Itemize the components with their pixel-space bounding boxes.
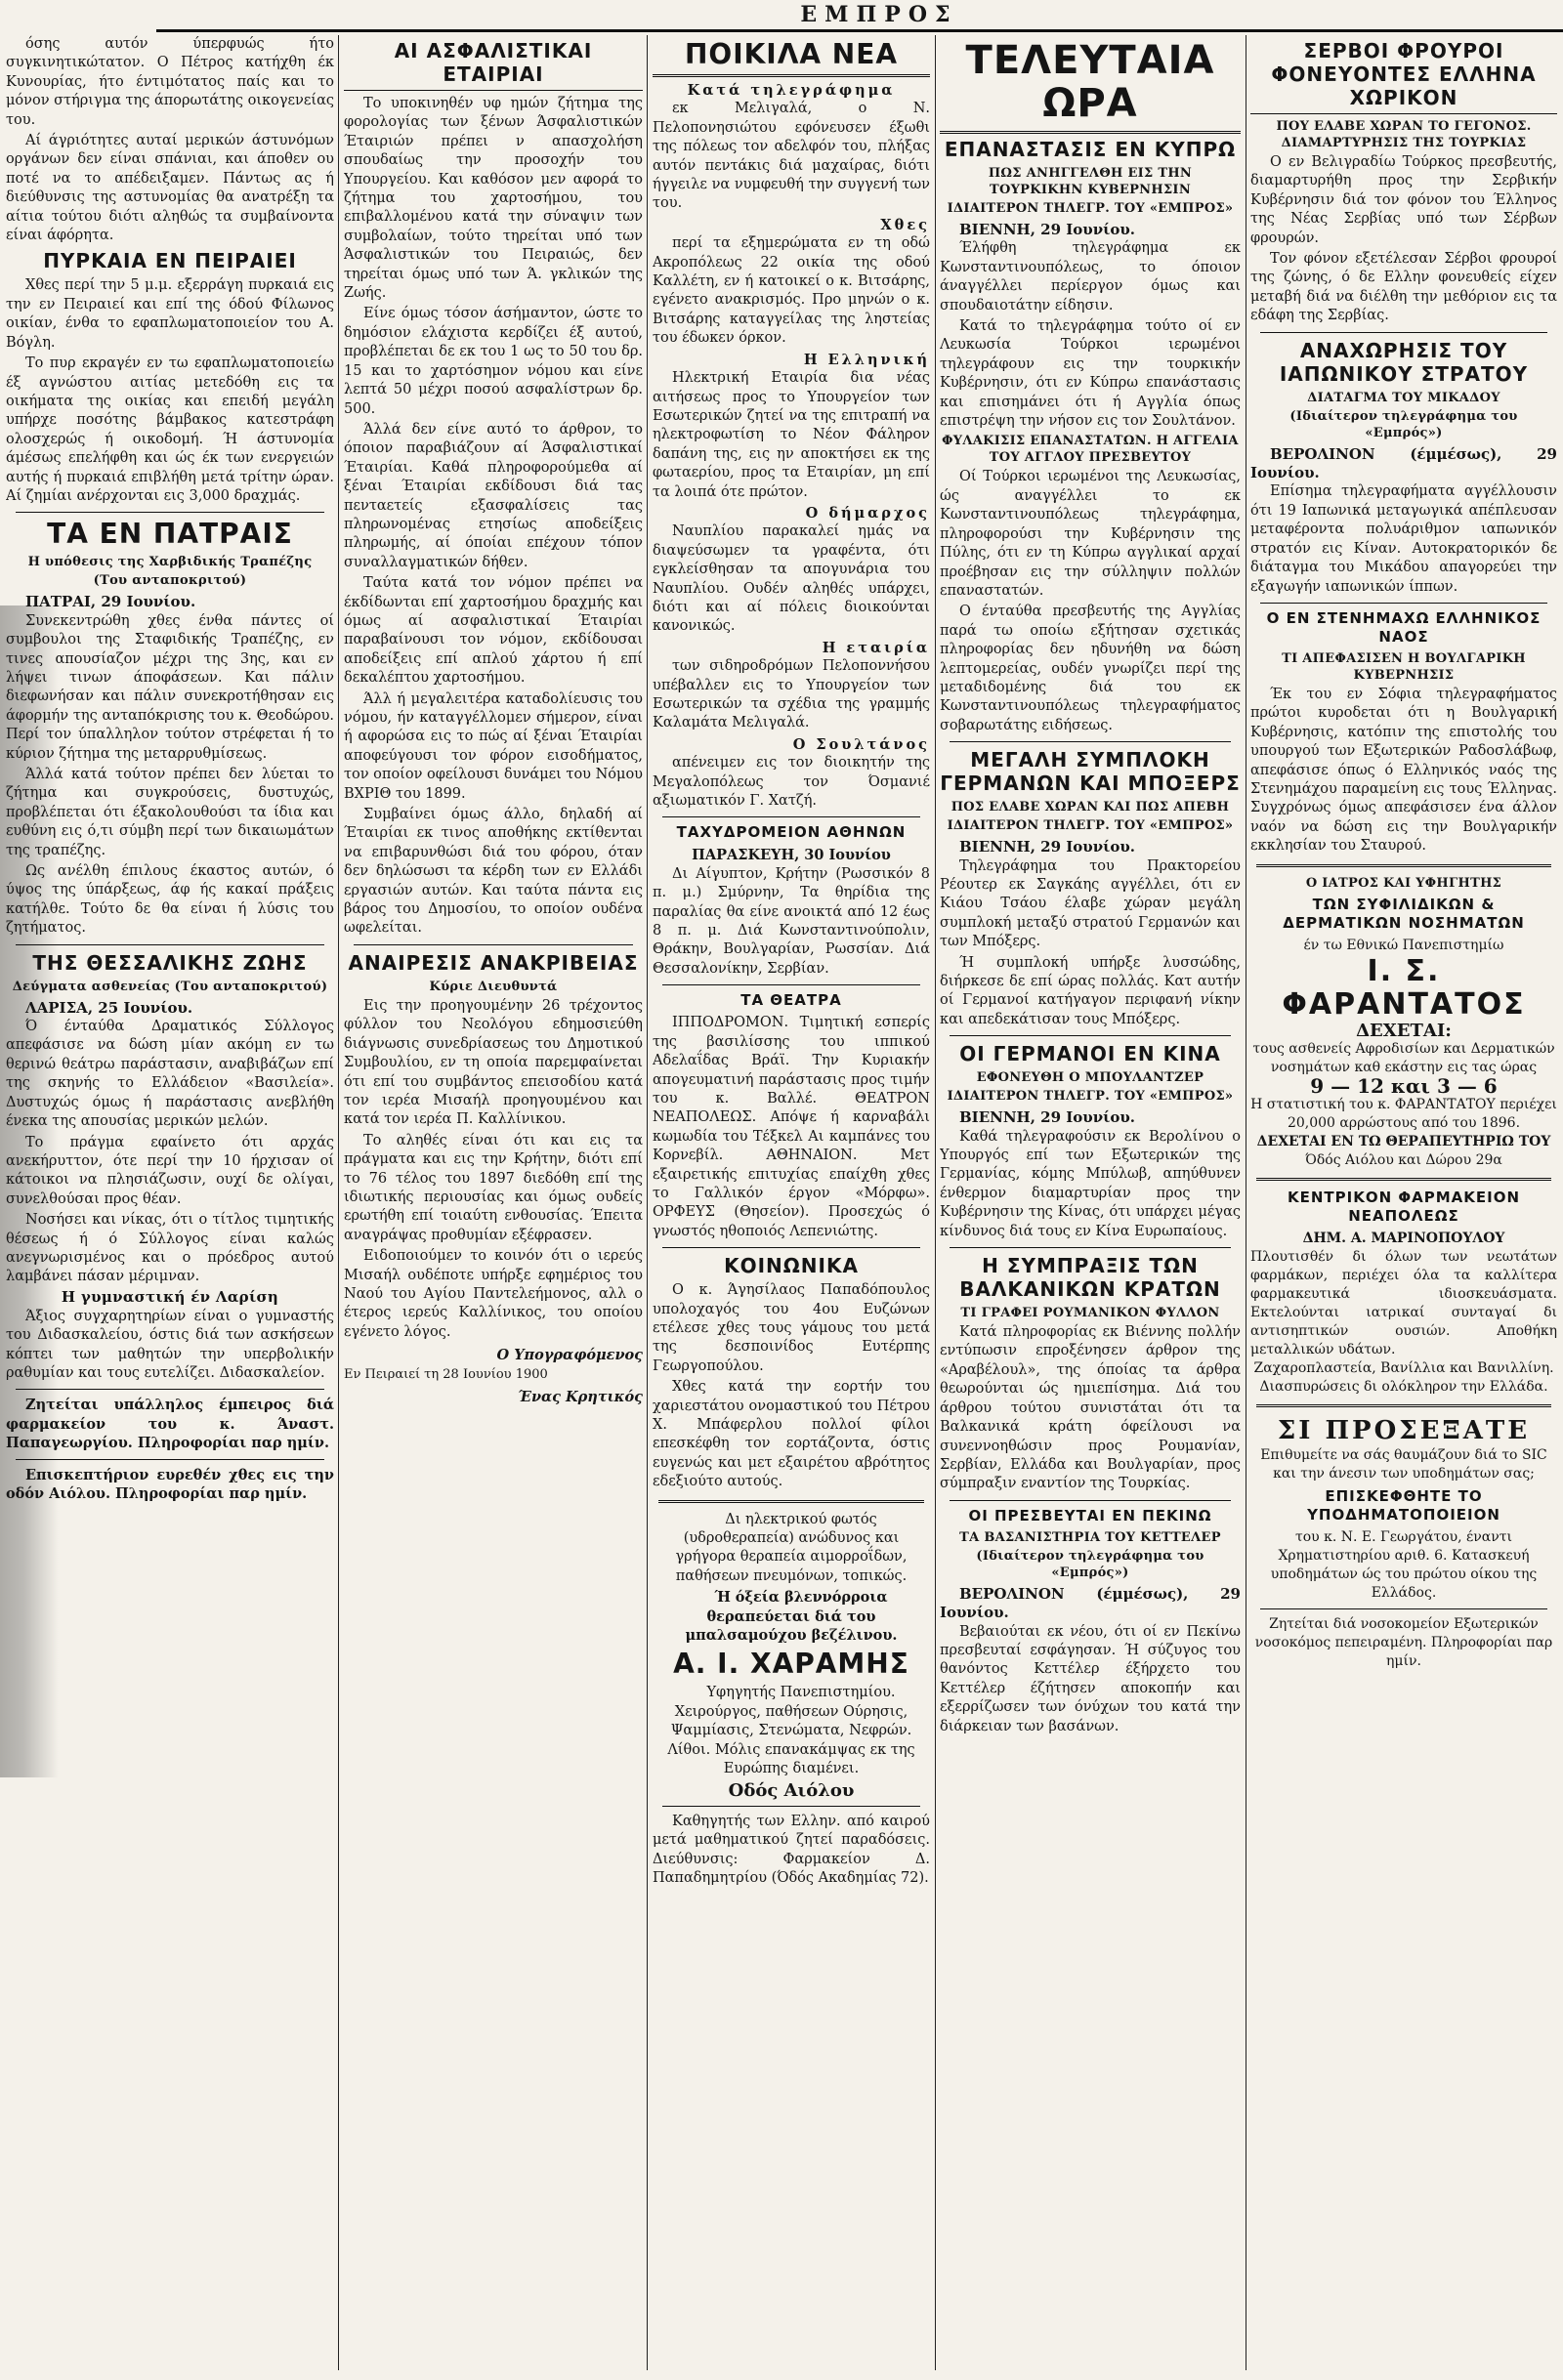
advert-attention: ΣΙ ΠΡΟΣΕΞΑΤΕ bbox=[1277, 1415, 1531, 1445]
column-3 bbox=[653, 35, 930, 1891]
divider bbox=[354, 944, 633, 945]
advert-text: του κ. Ν. Ε. Γεωργάτου, έναντι Χρηματιστηρίου αριθ. 6. Κατασκευή υποδημάτων ώς του πρώτου οίκου της Ελλάδος. bbox=[1270, 1528, 1538, 1601]
divider bbox=[950, 1500, 1231, 1501]
subheadline: ΦΥΛΑΚΙΣΙΣ ΕΠΑΝΑΣΤΑΤΩΝ. Η ΑΓΓΕΛΙΑ ΤΟΥ ΑΓΓΛΟΥ ΠΡΕΣΒΕΥΤΟΥ bbox=[942, 434, 1239, 466]
dateline: ΒΙΕΝΝΗ, 29 Ιουνίου. bbox=[959, 838, 1135, 856]
column-5 bbox=[1250, 35, 1557, 1671]
divider bbox=[1260, 603, 1547, 604]
advert-text: έν τω Εθνικώ Πανεπιστημίω bbox=[1303, 937, 1504, 953]
divider bbox=[1260, 332, 1547, 333]
article-text: Τον φόνον εξετέλεσαν Σέρβοι φρουροί της ζώνης, ό δε Ελλην φονευθείς είχεν μεταβή διά να διέλθη την μεθόριον εις τα εδάφη της Σερβίας. bbox=[1250, 251, 1557, 324]
headline-japanese-army: ΑΝΑΧΩΡΗΣΙΣ ΤΟΥ ΙΑΠΩΝΙΚΟΥ ΣΤΡΑΤΟΥ bbox=[1279, 338, 1529, 386]
subheadline: (Ιδιαίτερον τηλεγράφημα του «Εμπρός») bbox=[1289, 408, 1518, 440]
article-text: Το πράγμα εφαίνετο ότι αρχάς ανεκήρυττον, ότε περί την 10 ήρχισαν οί κάτοικοι να πλησιάζωσιν, ουχί δε ολίγαι, συνελθούσαι προς θέαν. bbox=[6, 1134, 334, 1207]
byline: (Του ανταποκριτού) bbox=[93, 573, 247, 589]
column-divider bbox=[647, 35, 648, 2370]
article-text: Επίσημα τηλεγραφήματα αγγέλλουσιν ότι 19 Ιαπωνικά μεταγωγικά απέπλευσαν μεταφέροντα πολυάριθμον ιαπωνικόν στρατόν εις Κίναν. Αυτοκρατορικόν δε διάταγμα του Μικάδου απαγορεύει την εξαγωγήν ιαπωνικών ίππων. bbox=[1250, 483, 1557, 595]
advert-text: Καθηγητής των Ελλην. από καιρού μετά μαθηματικού ζητεί παραδόσεις. Διεύθυνσις: Φαρμακείον Δ. Παπαδημητρίου (Όδός Ακαδημίας 72). bbox=[653, 1813, 930, 1887]
divider bbox=[662, 1247, 920, 1248]
subheadline: ΙΔΙΑΙΤΕΡΟΝ ΤΗΛΕΓΡ. ΤΟΥ «ΕΜΠΡΟΣ» bbox=[947, 201, 1234, 216]
news-lead: Χθες bbox=[880, 216, 930, 233]
divider bbox=[1256, 1178, 1551, 1181]
divider bbox=[16, 1459, 324, 1460]
headline-post-office: ΤΑΧΥΔΡΟΜΕΙΟΝ ΑΘΗΝΩΝ bbox=[676, 823, 907, 842]
article-text: των σιδηροδρόμων Πελοποννήσου υπέβαλλεν εις το Υπουργείον των Εσωτερικών τα σχέδια της γραμμής Καλαμάτα Μελιγαλά. bbox=[653, 658, 930, 731]
news-lead: Η Ελληνική bbox=[803, 351, 930, 368]
divider bbox=[16, 512, 324, 513]
article-text: περί τα εξημερώματα εν τη οδώ Ακροπόλεως 22 οικία της οδού Καλλέτη, εν ή κατοικεί ο κ. Βιτσάρης, εγένετο ανακρισμός. Προ μηνών ο κ. Βιτσάρης καταγγείλας της ληστείας του έδωκεν όρκον. bbox=[653, 235, 930, 347]
advert-owner: ΔΗΜ. Α. ΜΑΡΙΝΟΠΟΥΛΟΥ bbox=[1302, 1230, 1505, 1246]
subheadline: ΤΑ ΒΑΣΑΝΙΣΤΗΡΙΑ ΤΟΥ ΚΕΤΤΕΛΕΡ bbox=[959, 1529, 1221, 1545]
headline-balkan-states: Η ΣΥΜΠΡΑΞΙΣ ΤΩΝ ΒΑΛΚΑΝΙΚΩΝ ΚΡΑΤΩΝ bbox=[959, 1254, 1221, 1302]
classified-ad: Ζητείται διά νοσοκομείον Εξωτερικών νοσοκόμος πεπειραμένη. Πληροφορίαι παρ ημίν. bbox=[1254, 1615, 1553, 1669]
subheadline: ΠΩΣ ΑΝΗΓΓΕΛΘΗ ΕΙΣ ΤΗΝ ΤΟΥΡΚΙΚΗΝ ΚΥΒΕΡΝΗΣΙΝ bbox=[988, 166, 1193, 197]
dateline: ΛΑΡΙΣΑ, 25 Ιουνίου. bbox=[25, 998, 193, 1017]
article-text: Έλήφθη τηλεγράφημα εκ Κωνσταντινουπόλεως, το όποιον άναγγέλλει περίεργον όμως και σπουδαιοτάτην είδησιν. bbox=[940, 240, 1241, 313]
subheadline: ΠΟΥ ΕΛΑΒΕ ΧΩΡΑΝ ΤΟ ΓΕΓΟΝΟΣ. ΔΙΑΜΑΡΤΥΡΗΣΙΣ ΤΗΣ ΤΟΥΡΚΙΑΣ bbox=[1276, 119, 1532, 150]
column-divider bbox=[338, 35, 339, 2370]
article-text: Το πυρ εκραγέν εν τω εφαπλωματοποιείω έξ αγνώστου αιτίας μετεδόθη εις τα οικήματα της οικίας και επειδή μεγάλη υπήρχε ποσότης βάμβακος κατεστράφη ολοσχερώς ή οικοδομή. Ή άστυνομία άμέσως επελήφθη και ώς έκ των ενεργειών αυτής ή πυρκαιά επιβλήθη μετά τρίτην ώραν. Αί ζημίαι ανέρχονται εις 3,000 δραχμάς. bbox=[6, 355, 334, 504]
headline-thessaly: ΤΗΣ ΘΕΣΣΑΛΙΚΗΣ ΖΩΗΣ bbox=[32, 950, 308, 975]
advert-heading: ΔΕΧΕΤΑΙ: bbox=[1356, 1020, 1452, 1041]
headline-patras: ΤΑ ΕΝ ΠΑΤΡΑΙΣ bbox=[47, 518, 293, 551]
article-text: Άλλά κατά τούτον πρέπει δεν λύεται το ζήτημα και συγκρούσεις, δυστυχώς, προβλέπεται ότι έξακολουθούσι τα ίδια και ευθύνη εις ό,τι σύμβη περί των δικαιωμάτων της τραπέζης. bbox=[6, 767, 334, 858]
article-text: Συμβαίνει όμως άλλο, δηλαδή αί Έταιρίαι εκ τινος αποθήκης εκτίθενται να επιβαρυνθώσι διά του φόρου, όταν δεν δηλώσωσι τα κέρδη των εν Ελλάδι εργασιών αυτών. Και ταύτα πάντα εις βάρος του Δημοσίου, το οποίον ουδένα ωφελείται. bbox=[344, 807, 643, 937]
advert-text: Ή όξεία βλεννόρροια θεραπεύεται διά του μπαλσαμούχου βεζέλινου. bbox=[685, 1589, 898, 1645]
news-lead: Κατά τηλεγράφημα bbox=[687, 82, 896, 99]
article-text: Εις την προηγουμένην 26 τρέχοντος φύλλον του Νεολόγου εδημοσιεύθη διάγνωσις συνεδρίασεως του Δημοτικού Συμβουλίου, εν τη οποία παρεμφαίνεται ότι επί του συμβάντος επεισοδίου κατά τον ιερέα Μισαήλ προηγουμένου και κατά τον ιερέα Π. Καλλίνικου. bbox=[344, 997, 643, 1128]
classified-ad: Επισκεπτήριον ευρεθέν χθες εις την οδόν Αιόλου. Πληροφορίαι παρ ημίν. bbox=[6, 1466, 334, 1502]
headline-correction: ΑΝΑΙΡΕΣΙΣ ΑΝΑΚΡΙΒΕΙΑΣ bbox=[348, 950, 639, 975]
column-divider bbox=[935, 35, 936, 2370]
article-text: Βεβαιούται εκ νέου, ότι οί εν Πεκίνω πρεσβευταί εσφάγησαν. Ή σύζυγος του θανόντος Κεττέλερ έξήρχετο του Κεττέλερ έζήτησεν αποκοπήν και εξερρίζωσεν των όνύχων του κατά την διάρκειαν των βασάνων. bbox=[940, 1623, 1241, 1734]
dateline: ΒΙΕΝΝΗ, 29 Ιουνίου. bbox=[959, 221, 1135, 238]
advert-doctor-name: Α. Ι. ΧΑΡΑΜΗΣ bbox=[673, 1648, 909, 1681]
advert-text: Επιθυμείτε να σάς θαυμάζουν διά το SIC και την άνεσιν των υποδημάτων σας; bbox=[1260, 1446, 1547, 1482]
article-text: Ειδοποιούμεν το κοινόν ότι ο ιερεύς Μισαήλ ουδέποτε υπήρξε εφημέριος του Ναού του Αγίου Παντελεήμονος, αλλ ο έτερος ιερεύς Καλλίνικος, του οποίου εγένετο λόγος. bbox=[344, 1248, 643, 1340]
divider bbox=[1260, 1608, 1547, 1609]
divider bbox=[16, 944, 324, 945]
article-text: Χθες κατά την εορτήν του χαριεστάτου ονομαστικού του Πέτρου Χ. Μπάφερλου πολλοί φίλοι επεσκέφθη τον εορτάζοντα, όστις ευγενώς και μετ εξαιρέτου αβρότητος εδεξιούτο αυτούς. bbox=[653, 1379, 930, 1490]
advert-heading: ΤΩΝ ΣΥΦΙΛΙΔΙΚΩΝ & ΔΕΡΜΑΤΙΚΩΝ ΝΟΣΗΜΑΤΩΝ bbox=[1283, 895, 1525, 932]
headline-misc-news: ΠΟΙΚΙΛΑ ΝΕΑ bbox=[653, 39, 930, 77]
divider bbox=[1256, 864, 1551, 867]
divider bbox=[658, 1500, 924, 1503]
headline-insurance: ΑΙ ΑΣΦΑΛΙΣΤΙΚΑΙ ΕΤΑΙΡΙΑΙ bbox=[344, 39, 643, 91]
article-text: Κατά πληροφορίας εκ Βιέννης πολλήν εντύπωσιν επροξένησεν άρθρον της «Αραβέλουλ», της όποίας τα άρθρα θεωρούνται ώς ημιεπίσημα. Διά του άρθρου τούτου συνιστάται ότι τα Βαλκανικά κράτη όφείλουσι να συνεννοηθώσιν προς Ρουμανίαν, Σερβίαν, Ελλάδα και Βουλγαρίαν, προς σύμπραξιν εναντίον της Τουρκίας. bbox=[940, 1324, 1241, 1492]
article-text: Ο κ. Άγησίλαος Παπαδόπουλος υπολοχαγός του 4ου Ευζώνων ετέλεσε χθες τους γάμους του μετά της δεσποινίδος Ευτέρπης Γεωργοπούλου. bbox=[653, 1282, 930, 1374]
signature: Ένας Κρητικός bbox=[518, 1389, 643, 1405]
subheadline: ΙΔΙΑΙΤΕΡΟΝ ΤΗΛΕΓΡ. ΤΟΥ «ΕΜΠΡΟΣ» bbox=[947, 818, 1234, 834]
subheadline: ΤΙ ΑΠΕΦΑΣΙΣΕΝ Η ΒΟΥΛΓΑΡΙΚΗ ΚΥΒΕΡΝΗΣΙΣ bbox=[1282, 650, 1526, 683]
news-lead: Ο δήμαρχος bbox=[805, 504, 930, 522]
article-text: ΙΠΠΟΔΡΟΜΟΝ. Τιμητική εσπερίς της βασιλίσσης του ιππικού Αδελαΐδας Βράϊ. Την Κυριακήν απογευματινή παράστασις προς τιμήν του κ. Βαλλέ. ΘΕΑΤΡΟΝ ΝΕΑΠΟΛΕΩΣ. Απόψε ή καρναβάλι κωμωδία του Τέξκελ Αι καμπάνες του Κορνεβίλ. ΑΘΗΝΑΙΟΝ. Μετ εξαιρετικής επιτυχίας επαίχθη χθες το Γαλλικόν έργον «Μόρφω». ΟΡΦΕΥΣ (Θησείον). Προσεχώς ό γνωστός ηθοποιός Λεπενιώτης. bbox=[653, 1015, 930, 1239]
article-text: Ο εν Βελιγραδίω Τούρκος πρεσβευτής, διαμαρτυρήθη προς την Σερβικήν Κυβέρνησιν διά τον φόνον του Έλληνος της Νέας Σερβίας υπό των Σέρβων φρουρών. bbox=[1250, 154, 1557, 246]
advert-heading: ΔΕΧΕΤΑΙ ΕΝ ΤΩ ΘΕΡΑΠΕΥΤΗΡΙΩ ΤΟΥ bbox=[1256, 1133, 1551, 1149]
subheadline: Δεύγματα ασθενείας (Του ανταποκριτού) bbox=[12, 979, 328, 994]
divider bbox=[16, 1389, 324, 1390]
subheadline: ΕΦΟΝΕΥΘΗ Ο ΜΠΟΥΛΑΝΤΖΕΡ bbox=[976, 1070, 1204, 1086]
article-text: Καθά τηλεγραφούσιν εκ Βερολίνου ο Υπουργός επί των Εξωτερικών της Γερμανίας, κόμης Μπύλωβ, απηύθυνεν ένθερμον διαμαρτυρίαν προς την Κυβέρνησιν της Κίνας, ότι υπάρχει μέγας κίνδυνος διά τους εν Κίνα Ευρωπαίους. bbox=[940, 1128, 1241, 1239]
article-text: Συνεκεντρώθη χθες ένθα πάντες οί συμβουλοι της Σταφιδικής Τραπέζης, εν τινες απουσίαζον μέχρι της 3ης, και εν λήψει τινων άποφάσεων. Και πάλιν διεφωνήσαν και πάλιν συνεκροτήθησαν εις άφορμήν της ανταπόκρισης του κ. Θεοδώρου. Περί τον ύπαλληλον τούτον στρέφεται ή το κύριον ζήτημα της μεταρρυθμίσεως. bbox=[6, 612, 334, 762]
column-1 bbox=[6, 35, 334, 1505]
headline-germans-boxers: ΜΕΓΑΛΗ ΣΥΜΠΛΟΚΗ ΓΕΡΜΑΝΩΝ ΚΑΙ ΜΠΟΞΕΡΣ bbox=[940, 748, 1241, 796]
dateline: ΠΑΤΡΑΙ, 29 Ιουνίου. bbox=[25, 593, 196, 611]
dateline: ΒΙΕΝΝΗ, 29 Ιουνίου. bbox=[959, 1108, 1135, 1127]
subheadline-gymnastics: Η γυμναστική έν Λαρίση bbox=[61, 1287, 279, 1306]
headline-ambassadors: ΟΙ ΠΡΕΣΒΕΥΤΑΙ ΕΝ ΠΕΚΙΝΩ bbox=[968, 1506, 1212, 1524]
article-text: Το αληθές είναι ότι και εις τα πράγματα και εις την Κρήτην, διότι επί το 76 τέλος του 1897 διεδόθη επί της ιδιωτικής περιουσίας και όμως ουδείς ερωτήθη επί τοιαύτη ενθουσίας. Έπειτα αναγράψας προθυμίαν εξέφρασεν. bbox=[344, 1132, 643, 1243]
classified-ad: Ζητείται υπάλληλος έμπειρος διά φαρμακείον του κ. Άναστ. Παπαγεωργίου. Πληροφορίαι παρ ημίν. bbox=[6, 1397, 334, 1452]
dateline: ΒΕΡΟΛΙΝΟΝ (έμμέσως), 29 Ιουνίου. bbox=[940, 1584, 1241, 1622]
article-text: Τηλεγράφημα του Πρακτορείου Ρέουτερ εκ Σαγκάης αγγέλλει, ότι εν Κιάου Τσάου έλαβε χώραν μεγάλη συμπλοκή μεταξύ στρατού Γερμανών και των Μπόξερς. bbox=[940, 857, 1241, 950]
advert-address: Όδός Αιόλου και Δώρου 29α bbox=[1305, 1151, 1502, 1168]
headline-stenimachos-church: Ο ΕΝ ΣΤΕΝΗΜΑΧΩ ΕΛΛΗΝΙΚΟΣ ΝΑΟΣ bbox=[1266, 608, 1542, 646]
headline-theatres: ΤΑ ΘΕΑΤΡΑ bbox=[740, 991, 842, 1010]
advert-text: Υφηγητής Πανεπιστημίου. Χειρούργος, παθήσεων Ούρησις, Ψαμμίασις, Στενώματα, Νεφρών. Λίθοι. Μόλις επανακάμψας εκ της Ευρώπης διαμένει. bbox=[667, 1685, 915, 1777]
article-text: Νοσήσει και νίκας, ότι ο τίτλος τιμητικής θέσεως ή ό Σύλλογος είναι καλώς ανεγνωρισμένος και ο πρόεδρος αυτού λαμβάνει πάσαν μέριμναν. bbox=[6, 1212, 334, 1285]
advert-pharmacy-name: ΚΕΝΤΡΙΚΟΝ ΦΑΡΜΑΚΕΙΟΝ ΝΕΑΠΟΛΕΩΣ bbox=[1287, 1188, 1521, 1225]
post-date: ΠΑΡΑΣΚΕΥΗ, 30 Ιουνίου bbox=[692, 847, 891, 864]
headline-last-hour: ΤΕΛΕΥΤΑΙΑ ΩΡΑ bbox=[940, 39, 1241, 134]
article-text: Κατά το τηλεγράφημα τούτο οί εν Λευκωσία Τούρκοι ιερωμένοι τηλεγράφουν εις την τουρκικήν Κυβέρνησιν, ότι εν Κύπρω επανάστασις και επισημάνει ότι ή Αγγλία όπως επιστρέψη την νήσον εις τον Σουλτάνον. bbox=[940, 318, 1241, 430]
divider bbox=[950, 1035, 1231, 1036]
article-text: Ή συμπλοκή υπήρξε λυσσώδης, διήρκεσε δε επί ώρας πολλάς. Κατ αυτήν οί Γερμανοί κατήγαγον περιφανή νίκην και απεδεκάτισαν τους Μπόξερς. bbox=[940, 954, 1241, 1027]
signature-label: Ο Υπογραφόμενος bbox=[496, 1347, 643, 1364]
advert-text: Ζαχαροπλαστεία, Βανίλλια και Βανιλλίνη. Διασπυρώσεις δι ολόκληρον την Ελλάδα. bbox=[1253, 1359, 1554, 1395]
letter-date: Εν Πειραιεί τη 28 Ιουνίου 1900 bbox=[344, 1366, 548, 1382]
divider bbox=[1256, 1404, 1551, 1407]
news-lead: Ο Σουλτάνος bbox=[792, 735, 930, 753]
article-text: Άλλά δεν είνε αυτό το άρθρον, το όποιον παραβιάζουν αί Άσφαλιστικαί Έταιρίαι. Καθά πληροφορούμεθα αί ξέναι Έταιρίαι εκδίδουσι διά τας πενταετείς εξασφαλίσεις τας πληρωνομένας ετησίως αποδείξεις πληρωμής, αί όποίαι επέχουν τόπον συναλλαγματικών δήθεν. bbox=[344, 421, 643, 570]
column-2 bbox=[344, 35, 643, 1406]
article-text: Χθες περί την 5 μ.μ. εξερράγη πυρκαιά εις την εν Πειραιεί και επί της όδού Φίλωνος οικίαν, ένθα το εφαπλωματοποιείον του Α. Βόγλη. bbox=[6, 277, 334, 351]
article-text: Δι Αίγυπτον, Κρήτην (Ρωσσικόν 8 π. μ.) Σμύρνην, Τα θηρίδια της παραλίας θα είνε ανοικτά από 12 έως 8 π. μ. Διά Κωνσταντινούπολιν, Θράκην, Βουλγαρίαν, Ρωσσίαν. Διά Θεσσαλονίκην, Σερβίαν. bbox=[653, 865, 930, 977]
advert-heading: Ο ΙΑΤΡΟΣ ΚΑΙ ΥΦΗΓΗΤΗΣ bbox=[1305, 875, 1502, 891]
masthead: ΕΜΠΡΟΣ bbox=[800, 2, 958, 27]
article-text: Έκ του εν Σόφια τηλεγραφήματος πρώτοι κυροδεται ότι η Βουλγαρική Κυβέρνησις, κατόπιν της επιστολής του υπουργού των Εξωτερικών Ραδοσλάβωφ, απεφάσισε όπως ό Ελληνικός ναός της Στενημάχου παραμείνη εις τους Έλληνας. Συγχρόνως όμως απεφάσισεν ένα άλλον ναόν να δώση εις την Βουλγαρικήν εκκλησίαν του Σταυρού. bbox=[1250, 686, 1557, 855]
divider bbox=[950, 1247, 1231, 1248]
divider bbox=[662, 984, 920, 985]
article-text: Άλλ ή μεγαλειτέρα καταδολίευσις του νόμου, ήν καταγγέλλομεν σήμερον, είναι ή αφορώσα εις το πώς αί ξέναι Έταιρίαι αποφεύγουσι τον φόρον εισοδήματος, τον οποίον οφείλουσι δυνάμει του Νόμου ΒΧΡΙΘ του 1899. bbox=[344, 690, 643, 802]
article-text: Άξιος συγχαρητηρίων είναι ο γυμναστής του Διδασκαλείου, όστις διά των ασκήσεων κόπτει των μαθητών την υπερβολικήν ραθυμίαν και τους ευτελίζει. Διδασκαλείον. bbox=[6, 1308, 334, 1381]
divider bbox=[662, 1806, 920, 1807]
article-text: Ταύτα κατά τον νόμον πρέπει να έκδίδωνται επί χαρτοσήμου δραχμής και όμως αί ασφαλιστικαί Έταιρίαι παραβαίνουσι τον νόμον, εκδίδουσαι αποδείξεις επί απλού χάρτου ή επί δεκαλέπτου χαρτοσήμου. bbox=[344, 575, 643, 687]
article-text: Ό ένταύθα Δραματικός Σύλλογος απεφάσισε να δώση μίαν ακόμη εν τω θερινώ θεάτρω παράστασιν, αναβιβάζων επί της σκηνής το Ελλάδειον «Βασιλεία». Δυστυχώς όμως ή παράστασις ανεβλήθη ένεκα της απουσίας μερικών μελών. bbox=[6, 1019, 334, 1130]
advert-address: Οδός Αιόλου bbox=[728, 1779, 855, 1801]
column-4 bbox=[940, 35, 1241, 1738]
headline-fire: ΠΥΡΚΑΙΑ ΕΝ ΠΕΙΡΑΙΕΙ bbox=[43, 249, 297, 273]
advert-text: Η στατιστική του κ. ΦΑΡΑΝΤΑΤΟΥ περιέχει 20,000 αρρώστους από του 1896. bbox=[1250, 1096, 1557, 1131]
dateline: ΒΕΡΟΛΙΝΟΝ (έμμέσως), 29 Ιουνίου. bbox=[1250, 444, 1557, 482]
salutation: Κύριε Διευθυντά bbox=[429, 979, 558, 994]
headline-cyprus: ΕΠΑΝΑΣΤΑΣΙΣ ΕΝ ΚΥΠΡΩ bbox=[944, 138, 1237, 161]
advert-text: Δι ηλεκτρικού φωτός (υδροθεραπεία) ανώδυνος και γρήγορα θεραπεία αιμορροΐδων, παθήσεων πνευμόνων, τοπικώς. bbox=[675, 1511, 908, 1584]
advert-text: Πλουτισθέν δι όλων των νεωτάτων φαρμάκων, περιέχει όλα τα καλλίτερα φαρμακευτικά ιδιοσκευάσματα. Εκτελούνται ιατρικαί συνταγαί δι αντισηπτικών ουσιών. Αποθήκη μεταλλικών υδάτων. bbox=[1250, 1248, 1557, 1357]
divider bbox=[950, 741, 1231, 742]
headline-social: ΚΟΙΝΩΝΙΚΑ bbox=[724, 1254, 859, 1278]
article-text: εκ Μελιγαλά, ο Ν. Πελοπονησιώτου εφόνευσεν έξωθι της πόλεως τον αδελφόν του, πλήξας αυτόν πεντάκις διά μαχαίρας, διότι ήγγειλε να νυμφευθή την συγγενή των του. bbox=[653, 101, 930, 212]
advert-text: τους ασθενείς Αφροδισίων και Δερματικών νοσημάτων καθ εκάστην εις τας ώρας bbox=[1252, 1040, 1555, 1075]
article-text: όσης αυτόν ύπερφυώς ήτο συγκινητικώτατον. Ο Πέτρος κατήχθη έκ Κυνουρίας, ήτο έντιμότατος παίς και το μόνον στήριγμα της άπορωτάτης οικογενείας του. bbox=[6, 36, 334, 128]
subheadline: ΙΔΙΑΙΤΕΡΟΝ ΤΗΛΕΓΡ. ΤΟΥ «ΕΜΠΡΟΣ» bbox=[947, 1089, 1234, 1105]
subheadline: ΠΟΣ ΕΛΑΒΕ ΧΩΡΑΝ ΚΑΙ ΠΩΣ ΑΠΕΒΗ bbox=[950, 800, 1230, 815]
advert-shoemaker: ΕΠΙΣΚΕΦΘΗΤΕ ΤΟ ΥΠΟΔΗΜΑΤΟΠΟΙΕΙΟΝ bbox=[1307, 1486, 1500, 1524]
article-text: Ηλεκτρική Εταιρία δια νέας αιτήσεως προς το Υπουργείον των Εσωτερικών ζητεί να της επιτραπή να ηλεκτροφωτίση το Νέον Φάληρον δαπάνη της, εις ην αποκτήσει εκ της φωταερίου, προς τα Εταιρίαν, μη επί τα λοιπά ότε πρώτον. bbox=[653, 370, 930, 500]
advert-doctor-name: Ι. Σ. ΦΑΡΑΝΤΑΤΟΣ bbox=[1282, 953, 1526, 1022]
article-text: Ναυπλίου παρακαλεί ημάς να διαψεύσωμεν τα γραφέντα, ότι εγκλείσθησαν τα απογυνάρια του Ναυπλίου. Ουδέν αληθές υπάρχει, διότι και αί πόλεις διοικούνται κανονικώς. bbox=[653, 523, 930, 635]
divider bbox=[662, 816, 920, 817]
headline-serbian-guards: ΣΕΡΒΟΙ ΦΡΟΥΡΟΙ ΦΟΝΕΥΟΝΤΕΣ ΕΛΛΗΝΑ ΧΩΡΙΚΟΝ bbox=[1250, 39, 1557, 114]
subheadline: ΤΙ ΓΡΑΦΕΙ ΡΟΥΜΑΝΙΚΟΝ ΦΥΛΛΟΝ bbox=[960, 1306, 1220, 1321]
headline-germans-china: ΟΙ ΓΕΡΜΑΝΟΙ ΕΝ ΚΙΝΑ bbox=[959, 1042, 1221, 1066]
article-text: Ως ανέλθη έπιλους έκαστος αυτών, ό ύψος της ύπάρξεως, άφ ής κακαί πράξεις κατήλθε. Τούτο δε θα είναι ή λύσις του ζητήματος. bbox=[6, 863, 334, 937]
article-text: Οί Τούρκοι ιερωμένοι της Λευκωσίας, ώς αναγγέλλει το εκ Κωνσταντινουπόλεως τηλεγράφημα, πληροφορούσι την Κυβέρνησιν της Πύλης, ότι εν τη Κύπρω αγγλικαί αρχαί προέβησαν εις την σύλληψιν πολλών επαναστατών. bbox=[940, 469, 1241, 599]
article-text: Είνε όμως τόσον άσήμαντον, ώστε το δημόσιον ελάχιστα κερδίζει έξ αυτού, προβλέπεται δε εκ του 1 ως το 50 του δρ. 15 και το χαρτόσημον νόμου και είνε λεπτά 50 μέχρι ποσού ασφαλίστρων δρ. 500. bbox=[344, 306, 643, 417]
subheadline: (Ιδιαίτερον τηλεγράφημα του «Εμπρός») bbox=[976, 1548, 1204, 1580]
article-text: απένειμεν εις τον διοικητήν της Μεγαλοπόλεως τον Όσμανιέ αξιωματικόν Γ. Χατζή. bbox=[653, 755, 930, 810]
subheadline: ΔΙΑΤΑΓΜΑ ΤΟΥ ΜΙΚΑΔΟΥ bbox=[1307, 390, 1500, 405]
news-lead: Η εταιρία bbox=[822, 639, 930, 656]
article-text: Ο ένταύθα πρεσβευτής της Αγγλίας παρά τω οποίω εξήτησαν σχετικάς πληροφορίας δεν ηδυνήθη να δώση λεπτομερείας, ουδέν γνωρίζει περί της μεταδιδομένης διά του εκ Κωνσταντινουπόλεως τηλεγραφήματος σοβαρωτάτης ειδήσεως. bbox=[940, 604, 1241, 733]
top-rule bbox=[156, 29, 1563, 32]
subheadline: Η υπόθεσις της Χαρβιδικής Τραπέζης bbox=[27, 555, 313, 570]
article-text: Το υποκινηθέν υφ ημών ζήτημα της φορολογίας των ξένων Άσφαλιστικών Έταιριών πρέπει ν απασχολήση σπουδαίως την προσοχήν του Υπουργείου. Και καθόσον μεν αφορά το ζήτημα του χαρτοσήμου, του επιβαλλομένου κατά την σύναψιν των συμβολαίων, τούτο τηρείται υπό των Άσφαλιστικών του Πειραιώς, δεν τηρείται όμως υπό των Ά. γκλικών της Ζωής. bbox=[344, 96, 643, 302]
article-text: Αί άγριότητες αυταί μερικών άστυνόμων οργάνων δεν είναι σπάνιαι, και άποθεν ου ποτέ να το απέδειξαμεν. Πάντως ας ή διεύθυνσις της αστυνομίας θα ανατρέξη τα αίτια τούτου διότι αληθώς τα συμβαίνοντα είναι άφόρητα. bbox=[6, 133, 334, 244]
advert-hours: 9 — 12 και 3 — 6 bbox=[1310, 1073, 1498, 1098]
